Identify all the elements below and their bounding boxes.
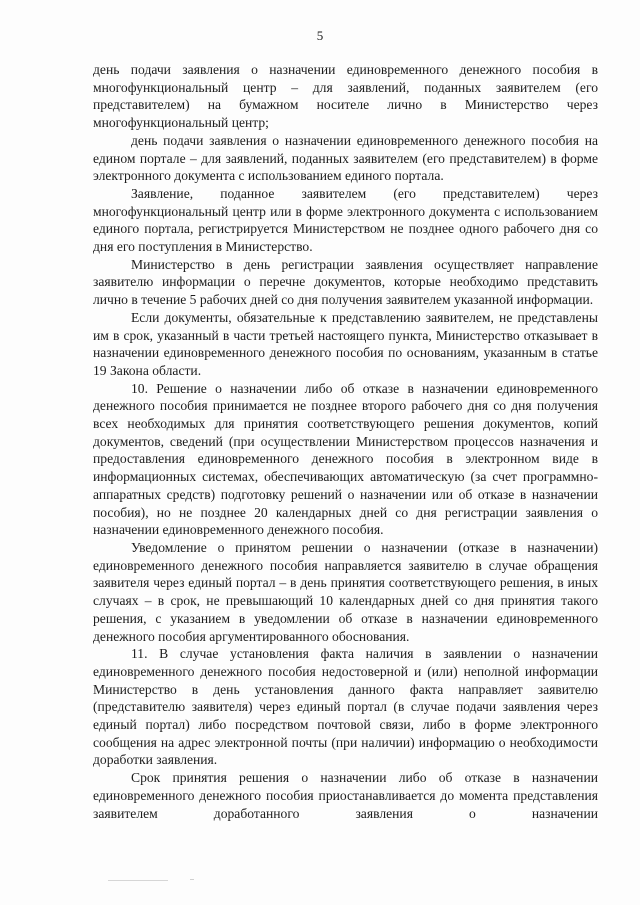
paragraph: Министерство в день регистрации заявления осуществляет направление заявителю информации о перечне документов, которые необходимо представить лично в течение 5 рабочих дней со дня получения заявителем указанной информации. [93, 256, 598, 308]
paragraph: Срок принятия решения о назначении либо об отказе в назначении единовременного денежного пособия приостанавливается до момента представления заявителем доработанного заявления о назначении [93, 770, 598, 821]
paragraph: Заявление, поданное заявителем (его представителем) через многофункциональный центр или в форме электронного документа с использованием единого портала, регистрируется Министерством не позднее одного рабочего дня со дня его поступления в Министерство. [93, 185, 598, 255]
paragraph: день подачи заявления о назначении единовременного денежного пособия в многофункциональный центр – для заявлений, поданных заявителем (его представителем) на бумажном носителе лично в Министерство через многофункциональный центр; [93, 62, 598, 131]
scan-mark [108, 880, 168, 881]
paragraph: день подачи заявления о назначении единовременного денежного пособия на едином портале – для заявлений, поданных заявителем (его представителем) в форме электронного документа с использованием единого портала. [93, 132, 598, 184]
document-body [93, 61, 598, 822]
paragraph: Если документы, обязательные к представлению заявителем, не представлены им в срок, указанный в части третьей настоящего пункта, Министерство отказывает в назначении единовременного денежного пособия по основаниям, указанным в статье 19 Закона области. [93, 309, 598, 378]
paragraph: 11. В случае установления факта наличия в заявлении о назначении единовременного денежного пособия недостоверной и (или) неполной информации Министерство в день установления данного факта направляет заявителю (представителю заявителя) через единый портал (в случае подачи заявления через единый портал) либо посредством почтовой связи, либо в форме электронного сообщения на адрес электронной почты (при наличии) информацию о необходимости доработки заявления. [93, 646, 598, 768]
scan-mark [190, 879, 194, 880]
paragraph: 10. Решение о назначении либо об отказе в назначении единовременного денежного пособия принимается не позднее второго рабочего дня со дня получения всех необходимых для принятия соответствующего решения документов, копий документов, сведений (при осуществлении Министерством процессов назначения и предоставления единовременного денежного пособия в электронном виде в информационных системах, обеспечивающих автоматическую (за счет программно-аппаратных средств) подготовку решений о назначении или об отказе в назначении пособия), но не позднее 20 календарных дней со дня регистрации заявления о назначении единовременного денежного пособия. [93, 380, 598, 538]
paragraph: Уведомление о принятом решении о назначении (отказе в назначении) единовременного денежного пособия направляется заявителю в случае обращения заявителя через единый портал – в день принятия соответствующего решения, в иных случаях – в срок, не превышающий 10 календарных дней со дня принятия такого решения, с указанием в уведомлении об отказе в назначении единовременного денежного пособия аргументированного обоснования. [93, 539, 598, 644]
page-number: 5 [316, 28, 324, 43]
